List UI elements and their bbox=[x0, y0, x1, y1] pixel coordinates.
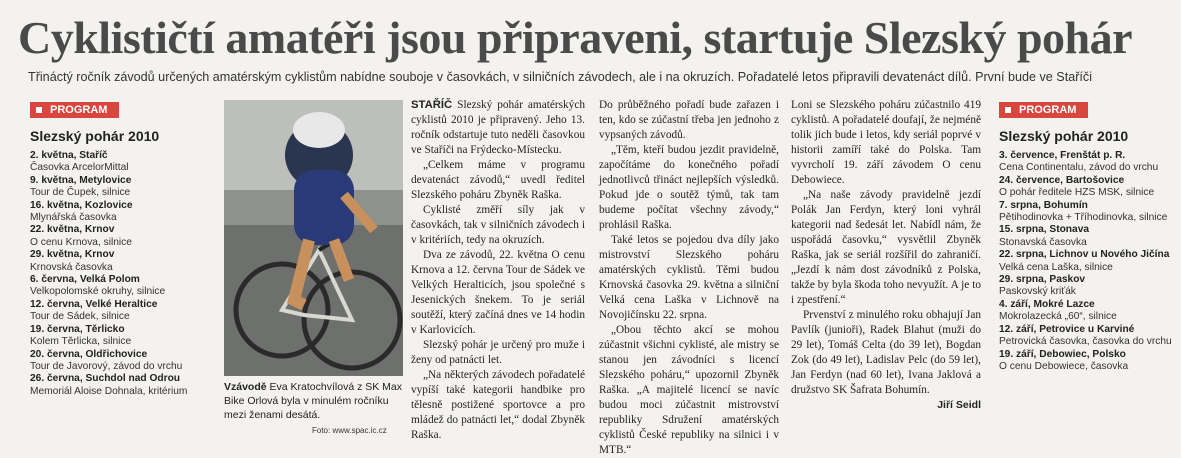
event-name: Tour de Čupek, silnice bbox=[30, 187, 131, 199]
event-date: 15. srpna, Stonava bbox=[999, 224, 1090, 236]
program-event bbox=[30, 224, 220, 249]
event-name: Petrovická časovka, časovka do vrchu bbox=[999, 336, 1172, 348]
event-name: Velkopolomské okruhy, silnice bbox=[30, 286, 166, 298]
program-event bbox=[30, 175, 220, 200]
event-name: Krnovská časovka bbox=[30, 261, 113, 273]
lead-paragraph: Třináctý ročník závodů určených amatérským cyklistům nabídne souboje v časovkách, v silničních závodech, ale i na okruzích. Pořadatelé letos připravili devatenáct dílů. První bude ve Staříči bbox=[28, 70, 1092, 84]
event-name: Pětihodinovka + Tříhodinovka, silnice bbox=[999, 212, 1168, 224]
program-event bbox=[999, 200, 1175, 225]
event-name: Mokrolazecká „60“, silnice bbox=[999, 311, 1117, 323]
event-date: 16. května, Kozlovice bbox=[30, 199, 133, 211]
program-event bbox=[999, 299, 1175, 324]
event-date: 6. června, Velká Polom bbox=[30, 274, 140, 286]
program-event bbox=[999, 349, 1175, 374]
article-paragraph bbox=[411, 338, 585, 368]
program-event bbox=[30, 249, 220, 274]
program-event bbox=[999, 224, 1175, 249]
event-name: Časovka ArcelorMittal bbox=[30, 162, 129, 174]
article-paragraph bbox=[791, 98, 981, 188]
event-name: O cenu Debowiece, časovka bbox=[999, 360, 1129, 372]
caption-text: Eva Kratochvílová z SK Max Bike Orlová byla v minulém ročníku mezi ženami desátá. bbox=[224, 381, 403, 421]
event-date: 24. července, Bartošovice bbox=[999, 174, 1125, 186]
paragraph-text: Také letos se pojedou dva díly jako mistrovství Slezského poháru amatérských cyklistů. Těmi budou Krnovská časovka 29. května a silniční Velká cena Laška v Lichnově na Novojičínsku 22. srpna. bbox=[599, 234, 779, 321]
paragraph-text: Loni se Slezského poháru zúčastnilo 419 cyklistů. A pořadatelé doufají, že nejméně tolik jich bude i letos, kdy seriál poprvé v historii zamíří také do Polska. Tam vyvrcholí 19. září závodem O cenu Debowiece. bbox=[791, 99, 981, 186]
event-date: 22. května, Krnov bbox=[30, 224, 115, 236]
photo-credit: Foto: www.spac.ic.cz bbox=[312, 426, 387, 435]
paragraph-text: „Těm, kteří budou jezdit pravidelně, započítáme do konečného pořadí jednotlivců třináct nejlepších výsledků. Pokud jde o soutěž týmů, tak tam budeme počítat všechny závody,“ prohlásil Raška. bbox=[599, 144, 779, 231]
program-title: Slezský pohár 2010 bbox=[999, 128, 1129, 144]
event-name: Kolem Těrlicka, silnice bbox=[30, 336, 132, 348]
program-event bbox=[999, 249, 1175, 274]
paragraph-text: „Na některých závodech pořadatelé vypíší také kategorii handbike pro tělesně postižené sportovce a pro mládež do patnácti let,“ dodal Zbyněk Raška. bbox=[411, 369, 585, 441]
paragraph-text: Do průběžného pořadí bude zařazen i ten, kdo se zúčastní třeba jen jednoho z vypsaných závodů. bbox=[599, 99, 779, 141]
event-date: 12. září, Petrovice u Karviné bbox=[999, 323, 1135, 335]
program-event bbox=[999, 324, 1175, 349]
cyclist-illustration bbox=[224, 100, 403, 376]
article-paragraph bbox=[411, 248, 585, 338]
paragraph-text: „Obou těchto akcí se mohou zúčastnit všichni cyklisté, ale mistry se stanou jen závodníci s licencí Slezského poháru,“ upozornil Zbyněk Raška. „A majitelé licencí se navíc budou moci zúčastnit mistrovství republiky Sdružení amatérských cyklistů České republiky na silnici i v MTB.“ bbox=[599, 324, 779, 456]
paragraph-text: „Celkem máme v programu devatenáct závodů,“ uvedl ředitel Slezského poháru Zbyněk Raška. bbox=[411, 159, 585, 201]
program-event bbox=[30, 200, 220, 225]
event-name: O cenu Krnova, silnice bbox=[30, 236, 132, 248]
program-event bbox=[30, 299, 220, 324]
event-name: Velká cena Laška, silnice bbox=[999, 261, 1113, 273]
photo-caption bbox=[224, 380, 404, 422]
dateline: STAŘÍČ bbox=[411, 99, 453, 111]
event-date: 12. června, Velké Heraltice bbox=[30, 298, 158, 310]
event-date: 2. května, Staříč bbox=[30, 150, 108, 161]
author-name: Jiří Seidl bbox=[937, 399, 981, 411]
article-paragraph bbox=[411, 368, 585, 443]
event-date: 29. května, Krnov bbox=[30, 249, 115, 261]
program-event bbox=[30, 373, 220, 398]
program-title: Slezský pohár 2010 bbox=[30, 128, 160, 144]
article-paragraph bbox=[599, 143, 779, 233]
program-event bbox=[30, 150, 220, 175]
article-paragraph bbox=[411, 203, 585, 248]
event-date: 7. srpna, Bohumín bbox=[999, 199, 1088, 211]
program-event bbox=[30, 349, 220, 374]
event-date: 22. srpna, Lichnov u Nového Jičína bbox=[999, 249, 1170, 261]
event-name: Tour de Sádek, silnice bbox=[30, 311, 130, 323]
event-name: O pohár ředitele HZS MSK, silnice bbox=[999, 187, 1155, 199]
event-date: 26. června, Suchdol nad Odrou bbox=[30, 373, 181, 385]
program-box-right bbox=[999, 100, 1175, 373]
article-paragraph bbox=[411, 158, 585, 203]
event-name: Stonavská časovka bbox=[999, 236, 1087, 248]
program-event bbox=[999, 274, 1175, 299]
article-column-1 bbox=[411, 98, 585, 443]
program-event bbox=[999, 175, 1175, 200]
event-date: 4. září, Mokré Lazce bbox=[999, 298, 1095, 310]
program-badge: PROGRAM bbox=[30, 102, 119, 118]
article-paragraph bbox=[791, 188, 981, 308]
program-event bbox=[999, 150, 1175, 175]
article-paragraph bbox=[599, 233, 779, 323]
event-date: 19. září, Debowiec, Polsko bbox=[999, 348, 1126, 360]
caption-lead: Vzávodě bbox=[224, 381, 267, 393]
paragraph-text: Slezský pohár amatérských cyklistů 2010 je připravený. Jeho 13. ročník odstartuje tuto neděli časovkou ve Staříči na Frýdecko-Místecku. bbox=[411, 99, 585, 156]
event-date: 9. května, Metylovice bbox=[30, 174, 132, 186]
paragraph-text: Prvenství z minulého roku obhajují Jan Pavlík (junioři), Radek Blahut (muži do 29 let), Tomáš Celta (do 39 let), Bogdan Zok (do 49 let), Ladislav Pelc (do 59 let), Jan Ferdyn (nad 60 let), Ivana Jaklová a družstvo SK Šafrata Bohumín. bbox=[791, 309, 981, 396]
cyclist-photo bbox=[224, 100, 403, 376]
headline: Cyklističtí amatéři jsou připraveni, startuje Slezský pohár bbox=[18, 12, 1133, 63]
article-paragraph bbox=[599, 323, 779, 458]
event-date: 3. července, Frenštát p. R. bbox=[999, 150, 1126, 161]
article-column-3 bbox=[791, 98, 981, 413]
event-name: Cena Continentalu, závod do vrchu bbox=[999, 162, 1159, 174]
event-date: 29. srpna, Paskov bbox=[999, 274, 1086, 286]
event-date: 20. června, Oldřichovice bbox=[30, 348, 148, 360]
paragraph-text: Cyklisté změří síly jak v časovkách, tak v silničních závodech i v kritériích, tedy na okruzích. bbox=[411, 204, 585, 246]
program-event bbox=[30, 274, 220, 299]
program-event bbox=[30, 324, 220, 349]
event-name: Memoriál Aloise Dohnala, kritérium bbox=[30, 385, 188, 397]
program-box-left bbox=[30, 100, 220, 398]
article-paragraph bbox=[791, 308, 981, 398]
event-name: Mlynářská časovka bbox=[30, 212, 117, 224]
article-column-2 bbox=[599, 98, 779, 458]
event-name: Tour de Javorový, závod do vrchu bbox=[30, 360, 183, 372]
paragraph-text: Dva ze závodů, 22. května O cenu Krnova a 12. června Tour de Sádek ve Velkých Heralticích, jsou společné s Jesenických šnekem. To je seriál soutěží, který začíná dnes ve 14 hodin v Karlovicích. bbox=[411, 249, 585, 336]
paragraph-text: Slezský pohár je určený pro muže i ženy od patnácti let. bbox=[411, 339, 585, 366]
article-paragraph bbox=[411, 98, 585, 158]
program-event-list bbox=[999, 150, 1175, 373]
program-event-list bbox=[30, 150, 220, 398]
event-date: 19. června, Těrlicko bbox=[30, 323, 125, 335]
paragraph-text: „Na naše závody pravidelně jezdí Polák Jan Ferdyn, který loni vyhrál kategorii nad šedesát let. Nabídl nám, že uspořádá časovku,“ vysvětlil Zbyněk Raška, jak se seriál rozšířil do zahraničí. „Jezdí k nám dost závodníků z Polska, takže by byla škoda toho nevyužít. A je to i zpestření.“ bbox=[791, 189, 981, 306]
event-name: Paskovský kriťák bbox=[999, 286, 1076, 298]
program-badge: PROGRAM bbox=[999, 102, 1088, 118]
article-paragraph bbox=[599, 98, 779, 143]
